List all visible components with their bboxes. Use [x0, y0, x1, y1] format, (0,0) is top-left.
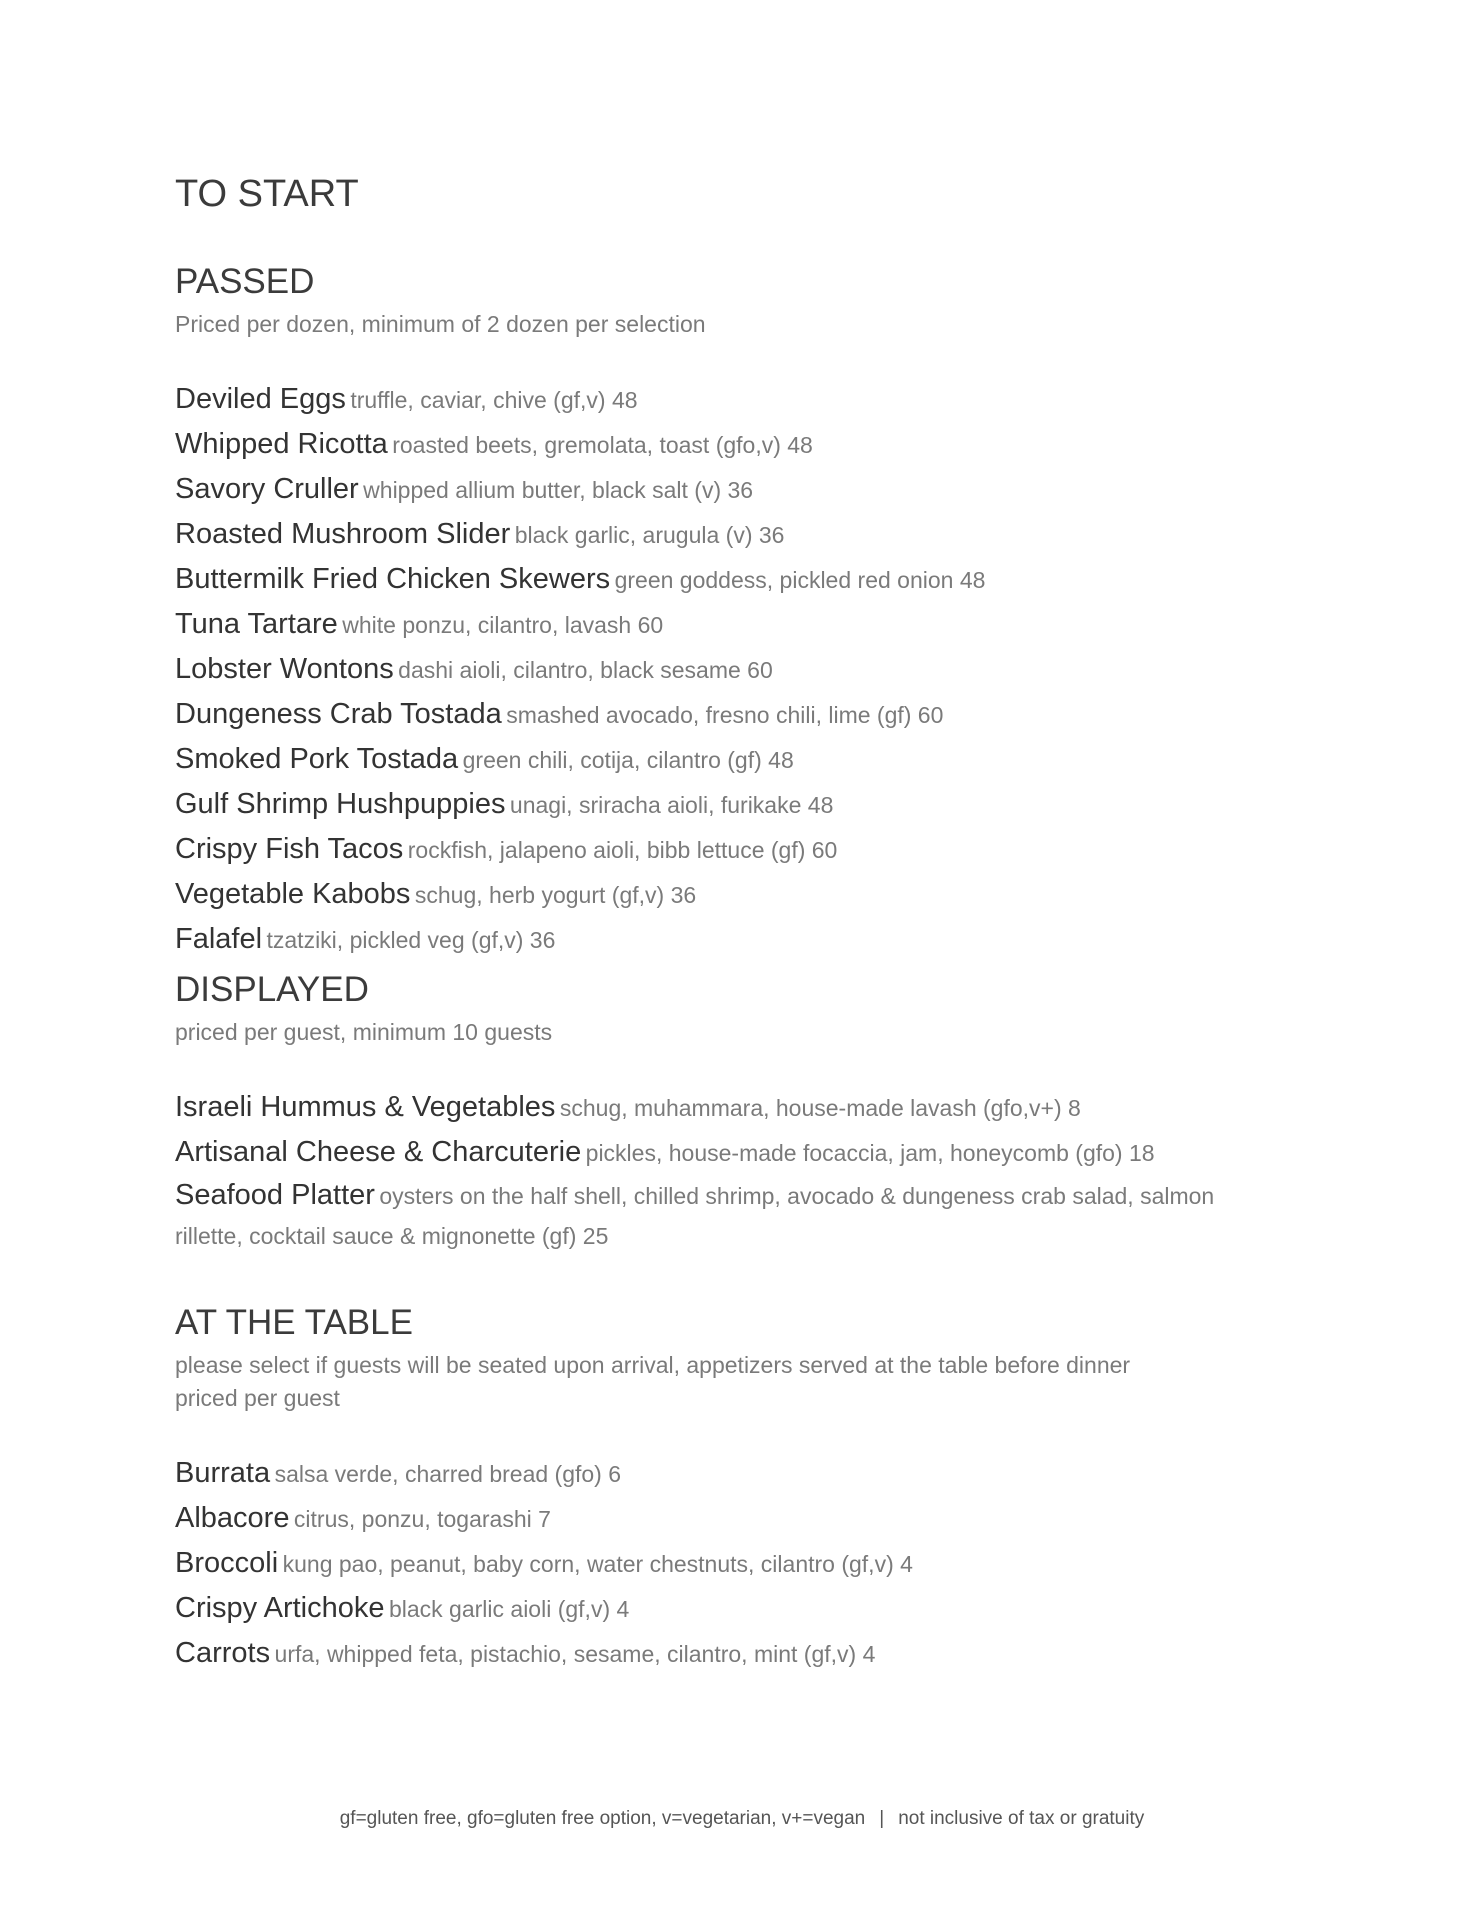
footer	[0, 1808, 1484, 1830]
menu-item	[175, 559, 1315, 604]
menu-item	[175, 919, 1315, 964]
item-name: Lobster Wontons	[175, 653, 394, 686]
menu-item	[175, 784, 1315, 829]
menu-item	[175, 739, 1315, 784]
item-name: Artisanal Cheese & Charcuterie	[175, 1136, 582, 1169]
menu-item	[175, 1543, 1315, 1588]
item-description: green goddess, pickled red onion 48	[614, 567, 986, 594]
footer-separator: |	[879, 1808, 885, 1829]
item-description: white ponzu, cilantro, lavash 60	[342, 612, 664, 639]
item-description: kung pao, peanut, baby corn, water chestnuts, cilantro (gf,v) 4	[282, 1551, 913, 1578]
item-name: Carrots	[175, 1637, 271, 1670]
section-note-line: priced per guest	[175, 1385, 340, 1412]
item-name: Crispy Artichoke	[175, 1592, 385, 1625]
item-name: Whipped Ricotta	[175, 428, 388, 461]
item-description: rockfish, jalapeno aioli, bibb lettuce (gf) 60	[407, 837, 838, 864]
item-name: Gulf Shrimp Hushpuppies	[175, 788, 506, 821]
item-description: urfa, whipped feta, pistachio, sesame, cilantro, mint (gf,v) 4	[274, 1641, 876, 1668]
menu-item	[175, 604, 1315, 649]
item-name: Dungeness Crab Tostada	[175, 698, 502, 731]
section-note	[175, 308, 1315, 341]
dietary-legend: gf=gluten free, gfo=gluten free option, v=vegetarian, v+=vegan	[339, 1808, 866, 1829]
item-list	[175, 1453, 1315, 1678]
item-name: Albacore	[175, 1502, 290, 1535]
item-description: unagi, sriracha aioli, furikake 48	[509, 792, 834, 819]
item-name: Falafel	[175, 923, 263, 956]
section-note-line: please select if guests will be seated upon arrival, appetizers served at the table before dinner	[175, 1352, 1131, 1379]
item-description: salsa verde, charred bread (gfo) 6	[274, 1461, 622, 1488]
item-name: Savory Cruller	[175, 473, 359, 506]
item-name: Smoked Pork Tostada	[175, 743, 459, 776]
item-description: tzatziki, pickled veg (gf,v) 36	[266, 927, 556, 954]
item-name: Roasted Mushroom Slider	[175, 518, 511, 551]
item-description: dashi aioli, cilantro, black sesame 60	[398, 657, 773, 684]
item-description: citrus, ponzu, togarashi 7	[293, 1506, 551, 1533]
section-title: PASSED	[175, 262, 315, 301]
item-description: black garlic aioli (gf,v) 4	[388, 1596, 630, 1623]
menu-item	[175, 829, 1315, 874]
item-description: pickles, house-made focaccia, jam, honeycomb (gfo) 18	[585, 1140, 1155, 1167]
menu-item	[175, 1132, 1315, 1177]
item-name: Crispy Fish Tacos	[175, 833, 404, 866]
menu-item	[175, 1588, 1315, 1633]
item-description: roasted beets, gremolata, toast (gfo,v) 48	[392, 432, 813, 459]
menu-item	[175, 1177, 1285, 1258]
item-description: schug, muhammara, house-made lavash (gfo,v+) 8	[559, 1095, 1081, 1122]
item-description: truffle, caviar, chive (gf,v) 48	[350, 387, 638, 414]
menu-item	[175, 1498, 1315, 1543]
item-description: schug, herb yogurt (gf,v) 36	[414, 882, 697, 909]
tax-disclaimer: not inclusive of tax or gratuity	[898, 1808, 1145, 1829]
item-description: green chili, cotija, cilantro (gf) 48	[462, 747, 794, 774]
section-at-the-table	[175, 1303, 1315, 1678]
menu-item	[175, 694, 1315, 739]
item-name: Tuna Tartare	[175, 608, 338, 641]
item-list	[175, 1087, 1315, 1258]
section-note-line: Priced per dozen, minimum of 2 dozen per selection	[175, 311, 706, 338]
menu-item	[175, 379, 1315, 424]
item-description: whipped allium butter, black salt (v) 36	[363, 477, 754, 504]
item-description: black garlic, arugula (v) 36	[514, 522, 785, 549]
section-passed	[175, 262, 1315, 964]
item-description: oysters on the half shell, chilled shrimp, avocado & dungeness crab salad, salmon rillette, cocktail sauce & mignonette (gf) 25	[175, 1183, 1215, 1250]
item-description: smashed avocado, fresno chili, lime (gf) 60	[506, 702, 944, 729]
menu-item	[175, 514, 1315, 559]
section-title: DISPLAYED	[175, 970, 369, 1009]
menu-item	[175, 424, 1315, 469]
item-name: Israeli Hummus & Vegetables	[175, 1091, 556, 1124]
item-name: Burrata	[175, 1457, 271, 1490]
page-title: TO START	[175, 173, 359, 215]
item-name: Vegetable Kabobs	[175, 878, 411, 911]
menu-item	[175, 1633, 1315, 1678]
section-note-line: priced per guest, minimum 10 guests	[175, 1019, 553, 1046]
item-name: Deviled Eggs	[175, 383, 346, 416]
section-displayed	[175, 970, 1315, 1258]
item-list	[175, 379, 1315, 964]
menu-item	[175, 874, 1315, 919]
section-title: AT THE TABLE	[175, 1303, 413, 1342]
item-name: Seafood Platter	[175, 1179, 375, 1212]
section-note	[175, 1016, 1315, 1049]
menu-item	[175, 1453, 1315, 1498]
menu-item	[175, 1087, 1315, 1132]
section-note	[175, 1349, 1315, 1415]
item-name: Buttermilk Fried Chicken Skewers	[175, 563, 611, 596]
item-name: Broccoli	[175, 1547, 279, 1580]
menu-item	[175, 469, 1315, 514]
menu-item	[175, 649, 1315, 694]
